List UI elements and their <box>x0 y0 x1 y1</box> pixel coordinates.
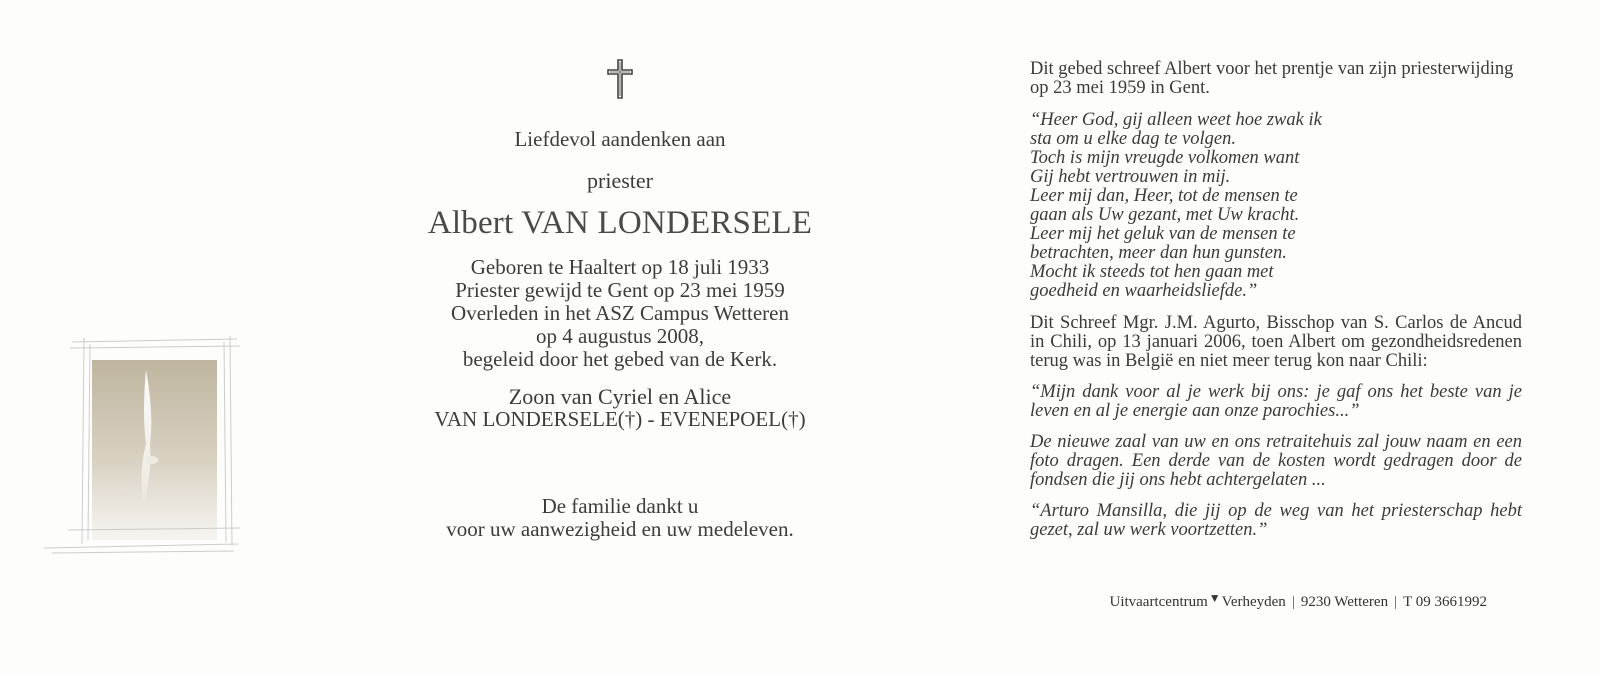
separator: | <box>1291 594 1295 610</box>
bishop-intro: Dit Schreef Mgr. J.M. Agurto, Bisschop van S. Carlos de Ancud in Chili, op 13 januari 2006, toen Albert om gezondheidsredenen terug was in België en niet meer terug kon naar Chili: <box>1030 313 1522 371</box>
thanks-block <box>395 495 845 541</box>
bio-line: begeleid door het gebed van de Kerk. <box>462 347 778 371</box>
cross-icon <box>606 58 634 100</box>
bishop-quote-3: “Arturo Mansilla, die jij op de weg van het priesterschap hebt gezet, zal uw werk voortzetten.” <box>1030 501 1522 540</box>
parents-line-1: Zoon van Cyriel en Alice <box>508 384 732 409</box>
company-name-a: Uitvaartcentrum <box>1109 594 1208 610</box>
thanks-line-2: voor uw aanwezigheid en uw medeleven. <box>446 517 794 541</box>
prayer-intro: Dit gebed schreef Albert voor het prentje van zijn priesterwijding op 23 mei 1959 in Gent. <box>1030 59 1514 98</box>
bio-line: Overleden in het ASZ Campus Wetteren <box>451 301 789 325</box>
parents-block <box>395 385 845 431</box>
bishop-quote-1: “Mijn dank voor al je werk bij ons: je gaf ons het beste van je leven en al je energie aan onze parochies...” <box>1030 382 1522 421</box>
prayer-poem: “Heer God, gij alleen weet hoe zwak ik sta om u elke dag te volgen. Toch is mijn vreugde volkomen want Gij hebt vertrouwen in mij. Leer mij dan, Heer, tot de mensen te gaan als Uw gezant, met Uw kracht. Leer mij het geluk van de mensen te betrachten, meer dan hun gunsten. Mocht ik steeds tot hen gaan met goedheid en waarheidsliefde.” <box>1030 110 1322 301</box>
bio-line: Geboren te Haaltert op 18 juli 1933 <box>470 255 770 279</box>
funeral-home-footer <box>1109 591 1487 611</box>
intro-text: Liefdevol aandenken aan <box>514 127 726 151</box>
company-name-b: Verheyden <box>1221 594 1286 610</box>
bio-line: Priester gewijd te Gent op 23 mei 1959 <box>455 278 785 302</box>
memorial-right-column <box>1030 60 1522 540</box>
cross-block <box>395 58 845 100</box>
separator: | <box>1394 594 1398 610</box>
memorial-center-column <box>395 58 845 541</box>
role-text: priester <box>587 168 653 193</box>
deceased-name: Albert VAN LONDERSELE <box>427 205 813 241</box>
company-phone: T 09 3661992 <box>1403 594 1487 610</box>
bio-line: op 4 augustus 2008, <box>536 324 704 348</box>
biography <box>395 256 845 371</box>
parents-line-2: VAN LONDERSELE(†) - EVENEPOEL(†) <box>434 407 806 431</box>
bishop-quote-2: De nieuwe zaal van uw en ons retraitehuis zal jouw naam en een foto dragen. Een derde van de kosten wordt gedragen door de fondsen die jij ons hebt achtergelaten ... <box>1030 432 1522 490</box>
candle-illustration <box>42 334 242 560</box>
thanks-line-1: De familie dankt u <box>541 494 699 518</box>
triangle-down-icon: ▼ <box>1208 591 1221 605</box>
company-address: 9230 Wetteren <box>1300 594 1389 610</box>
